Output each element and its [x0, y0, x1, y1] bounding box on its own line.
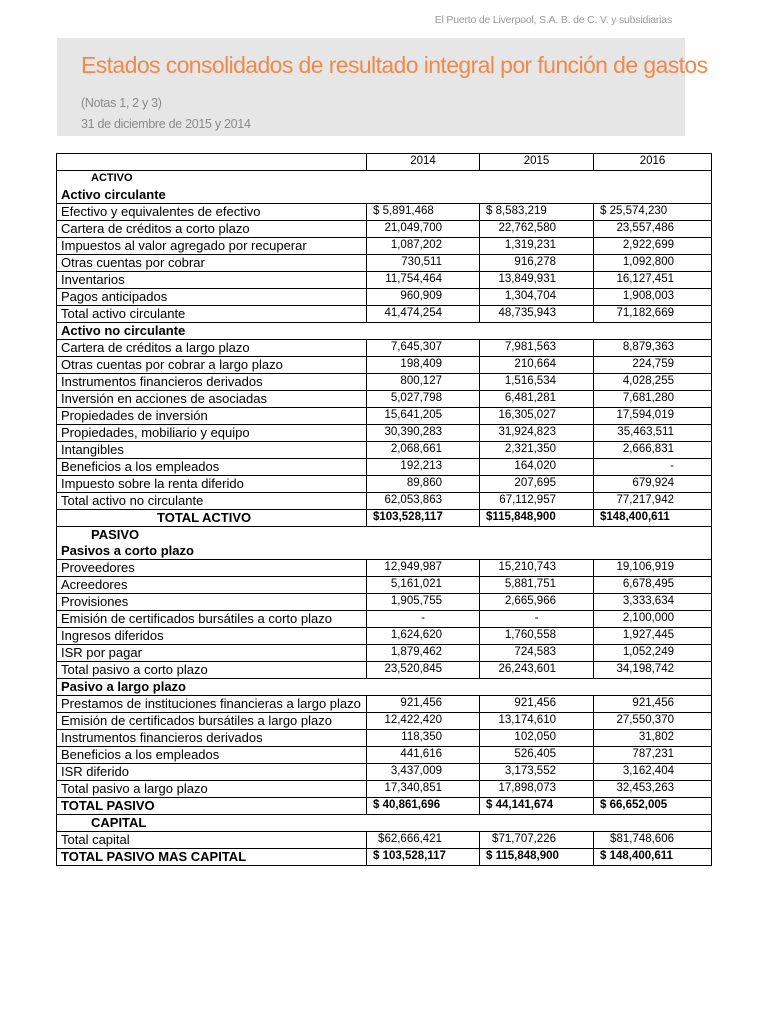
cell-2016: $148,400,611 — [594, 510, 712, 527]
section-activo-row — [57, 171, 712, 188]
cell-2016: 1,052,249 — [594, 645, 712, 662]
cell-2014: - — [367, 611, 480, 628]
row-label: Total capital — [57, 832, 367, 849]
section-activo-no-circulante: Activo no circulante — [57, 323, 712, 340]
row-label: Instrumentos financieros derivados — [57, 730, 367, 747]
row-label: Beneficios a los empleados — [57, 459, 367, 476]
section-pasivo-largo: Pasivo a largo plazo — [57, 679, 712, 696]
cell-2015: 921,456 — [480, 696, 594, 713]
cell-2014: 12,949,987 — [367, 560, 480, 577]
cell-2014: 1,624,620 — [367, 628, 480, 645]
cell-2014: 192,213 — [367, 459, 480, 476]
row-label: Instrumentos financieros derivados — [57, 374, 367, 391]
section-activo-no-circulante-row — [57, 323, 712, 340]
row-label: Inversión en acciones de asociadas — [57, 391, 367, 408]
row-label: Otras cuentas por cobrar a largo plazo — [57, 357, 367, 374]
total-pasivo-capital-row — [57, 849, 712, 866]
cell-2015: $ 115,848,900 — [480, 849, 594, 866]
cell-2015: 1,304,704 — [480, 289, 594, 306]
cell-2016: 35,463,511 — [594, 425, 712, 442]
table-row — [57, 442, 712, 459]
cell-2015: 13,174,610 — [480, 713, 594, 730]
table-row — [57, 408, 712, 425]
row-label: Propiedades, mobiliario y equipo — [57, 425, 367, 442]
table-row — [57, 628, 712, 645]
row-label: Emisión de certificados bursátiles a largo plazo — [57, 713, 367, 730]
section-pasivo-largo-row — [57, 679, 712, 696]
cell-2016: 2,922,699 — [594, 238, 712, 255]
cell-2015: 5,881,751 — [480, 577, 594, 594]
row-label: Total pasivo a largo plazo — [57, 781, 367, 798]
cell-2015: 16,305,027 — [480, 408, 594, 425]
row-label: Cartera de créditos a corto plazo — [57, 221, 367, 238]
table-row — [57, 764, 712, 781]
table-row — [57, 696, 712, 713]
cell-2015: 1,760,558 — [480, 628, 594, 645]
header-row — [57, 154, 712, 171]
cell-2015: $115,848,900 — [480, 510, 594, 527]
row-label: Acreedores — [57, 577, 367, 594]
table-row — [57, 204, 712, 221]
row-label: ISR por pagar — [57, 645, 367, 662]
cell-2015: 13,849,931 — [480, 272, 594, 289]
row-label: Provisiones — [57, 594, 367, 611]
row-label: Otras cuentas por cobrar — [57, 255, 367, 272]
table-row — [57, 594, 712, 611]
row-label: Efectivo y equivalentes de efectivo — [57, 204, 367, 221]
section-capital-row — [57, 815, 712, 832]
cell-2015: - — [480, 611, 594, 628]
cell-2014: $ 103,528,117 — [367, 849, 480, 866]
cell-2015: 526,405 — [480, 747, 594, 764]
cell-2015: 1,516,534 — [480, 374, 594, 391]
cell-2015: 22,762,580 — [480, 221, 594, 238]
cell-2016: 19,106,919 — [594, 560, 712, 577]
notes-reference: (Notas 1, 2 y 3) — [81, 96, 162, 110]
company-name: El Puerto de Liverpool, S.A. B. de C. V. y subsidiarias — [434, 14, 672, 26]
cell-2014: 15,641,205 — [367, 408, 480, 425]
cell-2016: 3,162,404 — [594, 764, 712, 781]
cell-2015: 67,112,957 — [480, 493, 594, 510]
cell-2014: 12,422,420 — [367, 713, 480, 730]
cell-2016: 787,231 — [594, 747, 712, 764]
section-pasivo: PASIVO — [57, 527, 712, 544]
table-row — [57, 577, 712, 594]
cell-2016: 921,456 — [594, 696, 712, 713]
table-row — [57, 611, 712, 628]
cell-2014: $ 5,891,468 — [367, 204, 480, 221]
table-row — [57, 560, 712, 577]
section-activo: ACTIVO — [57, 171, 712, 188]
section-pasivo-corto-row — [57, 543, 712, 560]
cell-2014: 800,127 — [367, 374, 480, 391]
row-label: Total pasivo a corto plazo — [57, 662, 367, 679]
cell-2016: - — [594, 459, 712, 476]
title-banner — [57, 38, 708, 136]
table-row — [57, 781, 712, 798]
table-row — [57, 272, 712, 289]
cell-2014: 23,520,845 — [367, 662, 480, 679]
cell-2014: 30,390,283 — [367, 425, 480, 442]
cell-2016: 34,198,742 — [594, 662, 712, 679]
cell-2015: $71,707,226 — [480, 832, 594, 849]
table-row — [57, 645, 712, 662]
row-label: Emisión de certificados bursátiles a corto plazo — [57, 611, 367, 628]
cell-2015: 916,278 — [480, 255, 594, 272]
cell-2015: 26,243,601 — [480, 662, 594, 679]
cell-2015: 210,664 — [480, 357, 594, 374]
total-activo-row — [57, 510, 712, 527]
table-row — [57, 289, 712, 306]
cell-2016: $ 66,652,005 — [594, 798, 712, 815]
cell-2014: 5,161,021 — [367, 577, 480, 594]
row-label: ISR diferido — [57, 764, 367, 781]
cell-2015: 3,173,552 — [480, 764, 594, 781]
table-row — [57, 357, 712, 374]
cell-2014: 5,027,798 — [367, 391, 480, 408]
table-row — [57, 832, 712, 849]
cell-2014: 2,068,661 — [367, 442, 480, 459]
cell-2015: 207,695 — [480, 476, 594, 493]
row-label: Beneficios a los empleados — [57, 747, 367, 764]
cell-2016: 31,802 — [594, 730, 712, 747]
page-title: Estados consolidados de resultado integral por función de gastos — [81, 52, 708, 78]
total-pasivo-capital-label: TOTAL PASIVO MAS CAPITAL — [57, 849, 367, 866]
cell-2015: 724,583 — [480, 645, 594, 662]
cell-2016: $ 148,400,611 — [594, 849, 712, 866]
section-activo-circulante: Activo circulante — [57, 187, 712, 204]
row-label: Inventarios — [57, 272, 367, 289]
cell-2014: 730,511 — [367, 255, 480, 272]
cell-2014: 21,049,700 — [367, 221, 480, 238]
cell-2015: 2,321,350 — [480, 442, 594, 459]
cell-2016: 1,927,445 — [594, 628, 712, 645]
cell-2014: 11,754,464 — [367, 272, 480, 289]
cell-2014: $62,666,421 — [367, 832, 480, 849]
row-label: Intangibles — [57, 442, 367, 459]
table-row — [57, 374, 712, 391]
cell-2014: 89,860 — [367, 476, 480, 493]
cell-2014: $ 40,861,696 — [367, 798, 480, 815]
cell-2014: 960,909 — [367, 289, 480, 306]
cell-2016: 3,333,634 — [594, 594, 712, 611]
cell-2015: 1,319,231 — [480, 238, 594, 255]
total-pasivo-row — [57, 798, 712, 815]
cell-2016: 2,100,000 — [594, 611, 712, 628]
cell-2016: 1,908,003 — [594, 289, 712, 306]
cell-2016: $ 25,574,230 — [594, 204, 712, 221]
table-row — [57, 238, 712, 255]
table-row — [57, 221, 712, 238]
cell-2014: 1,879,462 — [367, 645, 480, 662]
table-row — [57, 391, 712, 408]
table-row — [57, 459, 712, 476]
table-row — [57, 730, 712, 747]
cell-2014: 17,340,851 — [367, 781, 480, 798]
cell-2016: 7,681,280 — [594, 391, 712, 408]
table-row — [57, 306, 712, 323]
row-label: Prestamos de instituciones financieras a largo plazo — [57, 696, 367, 713]
table-row — [57, 255, 712, 272]
cell-2015: 15,210,743 — [480, 560, 594, 577]
cell-2015: 102,050 — [480, 730, 594, 747]
table-row — [57, 340, 712, 357]
total-activo-label: TOTAL ACTIVO — [57, 510, 367, 527]
cell-2016: $81,748,606 — [594, 832, 712, 849]
column-header-2015: 2015 — [480, 154, 594, 171]
section-pasivo-row — [57, 527, 712, 544]
cell-2015: 7,981,563 — [480, 340, 594, 357]
cell-2016: 6,678,495 — [594, 577, 712, 594]
cell-2016: 2,666,831 — [594, 442, 712, 459]
cell-2016: 17,594,019 — [594, 408, 712, 425]
cell-2014: 921,456 — [367, 696, 480, 713]
cell-2014: 3,437,009 — [367, 764, 480, 781]
table-row — [57, 493, 712, 510]
cell-2014: 1,905,755 — [367, 594, 480, 611]
table-row — [57, 476, 712, 493]
cell-2016: 1,092,800 — [594, 255, 712, 272]
cell-2015: 17,898,073 — [480, 781, 594, 798]
section-pasivo-corto: Pasivos a corto plazo — [57, 543, 712, 560]
cell-2016: 23,557,486 — [594, 221, 712, 238]
row-label: Pagos anticipados — [57, 289, 367, 306]
cell-2016: 8,879,363 — [594, 340, 712, 357]
column-header-2014: 2014 — [367, 154, 480, 171]
statement-date: 31 de diciembre de 2015 y 2014 — [81, 117, 251, 131]
cell-2014: 198,409 — [367, 357, 480, 374]
column-header-2016: 2016 — [594, 154, 712, 171]
row-label: Total activo no circulante — [57, 493, 367, 510]
row-label: Total activo circulante — [57, 306, 367, 323]
cell-2016: 77,217,942 — [594, 493, 712, 510]
cell-2015: 31,924,823 — [480, 425, 594, 442]
row-label: Proveedores — [57, 560, 367, 577]
cell-2016: 224,759 — [594, 357, 712, 374]
section-capital: CAPITAL — [57, 815, 712, 832]
row-label: Cartera de créditos a largo plazo — [57, 340, 367, 357]
total-pasivo-label: TOTAL PASIVO — [57, 798, 367, 815]
cell-2014: 441,616 — [367, 747, 480, 764]
cell-2014: $103,528,117 — [367, 510, 480, 527]
cell-2015: 6,481,281 — [480, 391, 594, 408]
cell-2016: 71,182,669 — [594, 306, 712, 323]
balance-sheet-table — [56, 153, 712, 866]
cell-2016: 679,924 — [594, 476, 712, 493]
cell-2014: 41,474,254 — [367, 306, 480, 323]
cell-2014: 7,645,307 — [367, 340, 480, 357]
header-empty-cell — [57, 154, 367, 171]
cell-2014: 62,053,863 — [367, 493, 480, 510]
section-activo-circulante-row — [57, 187, 712, 204]
row-label: Impuesto sobre la renta diferido — [57, 476, 367, 493]
cell-2016: 32,453,263 — [594, 781, 712, 798]
cell-2016: 16,127,451 — [594, 272, 712, 289]
cell-2016: 4,028,255 — [594, 374, 712, 391]
row-label: Impuestos al valor agregado por recuperar — [57, 238, 367, 255]
cell-2015: 2,665,966 — [480, 594, 594, 611]
cell-2014: 1,087,202 — [367, 238, 480, 255]
table-row — [57, 425, 712, 442]
cell-2015: 164,020 — [480, 459, 594, 476]
table-row — [57, 662, 712, 679]
cell-2015: $ 44,141,674 — [480, 798, 594, 815]
table-row — [57, 713, 712, 730]
cell-2014: 118,350 — [367, 730, 480, 747]
cell-2015: $ 8,583,219 — [480, 204, 594, 221]
row-label: Propiedades de inversión — [57, 408, 367, 425]
cell-2016: 27,550,370 — [594, 713, 712, 730]
row-label: Ingresos diferidos — [57, 628, 367, 645]
table-row — [57, 747, 712, 764]
cell-2015: 48,735,943 — [480, 306, 594, 323]
